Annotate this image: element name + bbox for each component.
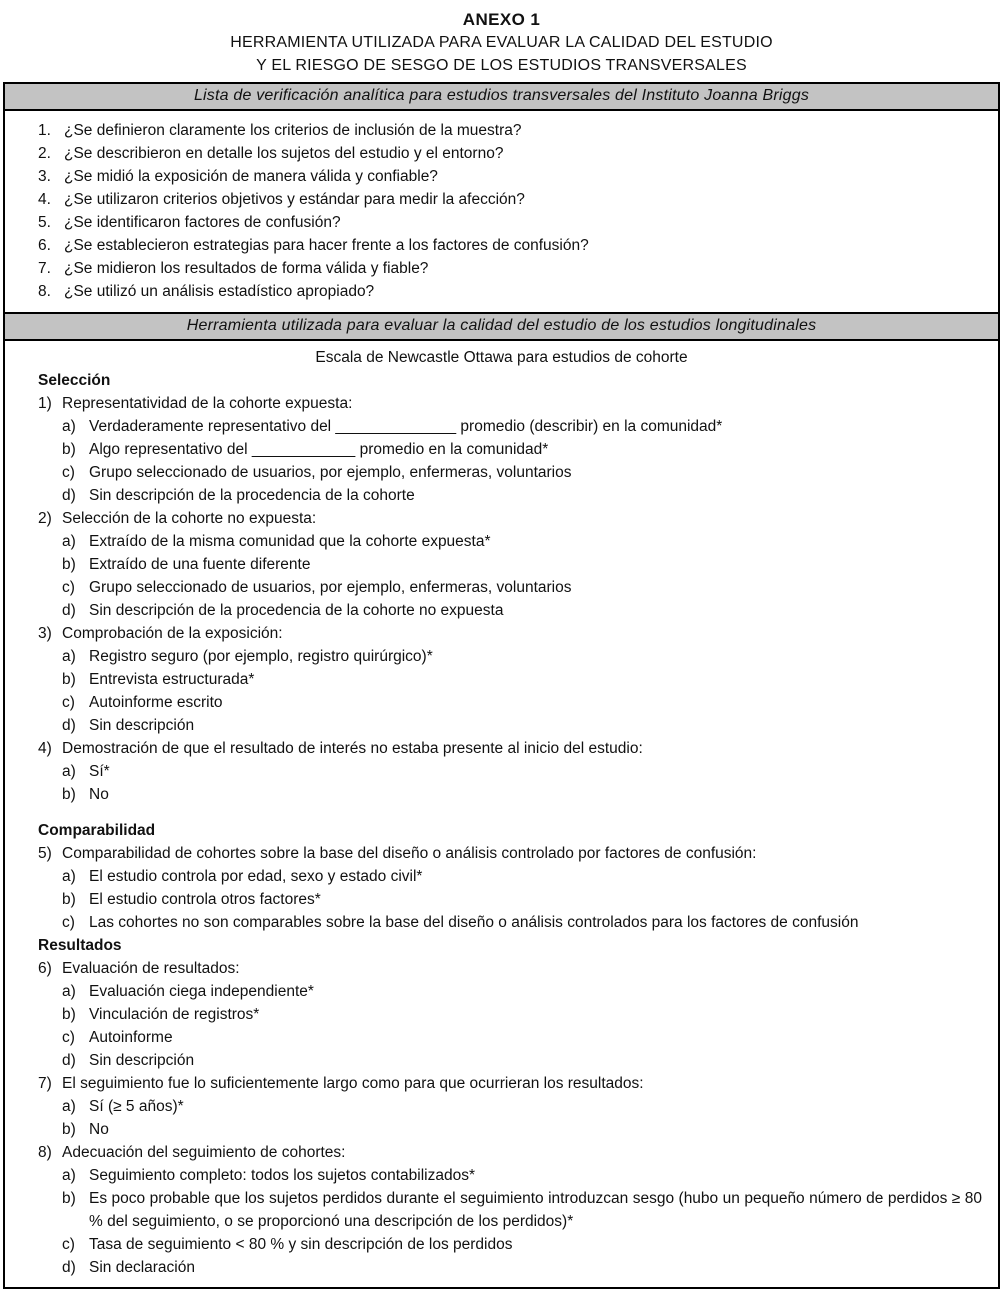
jbi-question-list: [5, 111, 998, 312]
option-text: Extraído de la misma comunidad que la cohorte expuesta*: [89, 533, 491, 550]
nos-item-row: [38, 507, 982, 530]
item-options: [62, 415, 982, 507]
option-letter: b): [62, 891, 76, 908]
item-options: [62, 980, 982, 1072]
option-row: [62, 599, 982, 622]
item-number: 6): [38, 960, 52, 977]
item-text: El seguimiento fue lo suficientemente largo como para que ocurrieran los resultados:: [62, 1075, 644, 1092]
option-letter: b): [62, 556, 76, 573]
item-number: 2): [38, 510, 52, 527]
jbi-section-header: Lista de verificación analítica para estudios transversales del Instituto Joanna Briggs: [5, 84, 998, 111]
option-letter: a): [62, 868, 76, 885]
option-row: [62, 783, 982, 806]
option-letter: a): [62, 533, 76, 550]
option-letter: b): [62, 671, 76, 688]
question-text: ¿Se establecieron estrategias para hacer frente a los factores de confusión?: [64, 237, 589, 254]
item-options: [62, 760, 982, 806]
question-text: ¿Se midieron los resultados de forma válida y fiable?: [64, 260, 429, 277]
option-letter: a): [62, 763, 76, 780]
option-row: [62, 691, 982, 714]
option-letter: d): [62, 1259, 76, 1276]
option-letter: a): [62, 418, 76, 435]
option-text: No: [89, 786, 109, 803]
option-text: Sin declaración: [89, 1259, 195, 1276]
question-number: 6.: [38, 237, 51, 254]
nos-scale-title: Escala de Newcastle Ottawa para estudios de cohorte: [315, 349, 688, 366]
option-text: Sin descripción: [89, 717, 195, 734]
item-number: 8): [38, 1144, 52, 1161]
nos-item: [38, 622, 982, 737]
newcastle-ottawa-body: [5, 341, 998, 1287]
nos-item: [38, 1072, 982, 1141]
option-text: Es poco probable que los sujetos perdidos durante el seguimiento introduzcan sesgo (hubo un pequeño número de perdidos ≥ 80 % del seguimiento, o se proporcionó una descripción de los perdidos)*: [89, 1190, 982, 1230]
option-letter: a): [62, 648, 76, 665]
option-row: [62, 668, 982, 691]
option-row: [62, 1026, 982, 1049]
question-row: [38, 119, 984, 142]
item-options: [62, 1095, 982, 1141]
option-letter: a): [62, 1098, 76, 1115]
item-options: [62, 645, 982, 737]
nos-item-row: [38, 392, 982, 415]
option-row: [62, 553, 982, 576]
item-options: [62, 1164, 982, 1279]
option-row: [62, 461, 982, 484]
item-number: 1): [38, 395, 52, 412]
option-text: No: [89, 1121, 109, 1138]
option-text: Algo representativo del ____________ promedio en la comunidad*: [89, 441, 549, 458]
nos-item-row: [38, 622, 982, 645]
option-text: Extraído de una fuente diferente: [89, 556, 311, 573]
question-text: ¿Se utilizaron criterios objetivos y estándar para medir la afección?: [64, 191, 525, 208]
option-letter: b): [62, 1190, 76, 1207]
option-letter: c): [62, 464, 75, 481]
question-number: 4.: [38, 191, 51, 208]
nos-item: [38, 1141, 982, 1279]
item-number: 7): [38, 1075, 52, 1092]
option-letter: b): [62, 441, 76, 458]
question-number: 1.: [38, 122, 51, 139]
question-text: ¿Se midió la exposición de manera válida y confiable?: [64, 168, 438, 185]
question-text: ¿Se utilizó un análisis estadístico apropiado?: [64, 283, 375, 300]
option-row: [62, 1233, 982, 1256]
option-letter: c): [62, 1029, 75, 1046]
option-letter: c): [62, 1236, 75, 1253]
option-letter: b): [62, 1006, 76, 1023]
option-text: Tasa de seguimiento < 80 % y sin descripción de los perdidos: [89, 1236, 513, 1253]
item-text: Evaluación de resultados:: [62, 960, 240, 977]
option-row: [62, 438, 982, 461]
option-text: Grupo seleccionado de usuarios, por ejemplo, enfermeras, voluntarios: [89, 579, 572, 596]
option-row: [62, 530, 982, 553]
question-row: [38, 165, 984, 188]
question-row: [38, 280, 984, 303]
group-heading: Resultados: [38, 937, 122, 954]
option-row: [62, 760, 982, 783]
question-row: [38, 211, 984, 234]
option-text: Registro seguro (por ejemplo, registro quirúrgico)*: [89, 648, 433, 665]
option-text: Sí (≥ 5 años)*: [89, 1098, 184, 1115]
option-letter: b): [62, 786, 76, 803]
nos-groups: [38, 369, 982, 1279]
question-number: 5.: [38, 214, 51, 231]
option-row: [62, 888, 982, 911]
nos-section-header: Herramienta utilizada para evaluar la calidad del estudio de los estudios longitudinales: [5, 312, 998, 341]
item-text: Comparabilidad de cohortes sobre la base del diseño o análisis controlado por factores de confusión:: [62, 845, 757, 862]
option-text: Autoinforme: [89, 1029, 173, 1046]
option-row: [62, 1118, 982, 1141]
option-text: Entrevista estructurada*: [89, 671, 255, 688]
option-text: Sin descripción de la procedencia de la cohorte no expuesta: [89, 602, 504, 619]
nos-item: [38, 507, 982, 622]
option-text: Sí*: [89, 763, 110, 780]
question-text: ¿Se definieron claramente los criterios de inclusión de la muestra?: [64, 122, 522, 139]
nos-item: [38, 737, 982, 806]
nos-group: [38, 819, 982, 934]
option-row: [62, 415, 982, 438]
option-text: Seguimiento completo: todos los sujetos contabilizados*: [89, 1167, 476, 1184]
option-letter: b): [62, 1121, 76, 1138]
nos-item-row: [38, 1141, 982, 1164]
item-text: Representatividad de la cohorte expuesta:: [62, 395, 353, 412]
option-letter: d): [62, 717, 76, 734]
option-letter: c): [62, 694, 75, 711]
option-text: Vinculación de registros*: [89, 1006, 260, 1023]
option-text: Grupo seleccionado de usuarios, por ejemplo, enfermeras, voluntarios: [89, 464, 572, 481]
item-options: [62, 530, 982, 622]
option-row: [62, 1164, 982, 1187]
nos-item: [38, 392, 982, 507]
nos-group: [38, 369, 982, 806]
document-title-block: [2, 8, 1001, 77]
option-letter: d): [62, 602, 76, 619]
question-number: 7.: [38, 260, 51, 277]
option-row: [62, 484, 982, 507]
option-row: [62, 645, 982, 668]
option-row: [62, 911, 982, 934]
checklist-table: [3, 82, 1000, 1289]
option-text: Verdaderamente representativo del ______________ promedio (describir) en la comunidad*: [89, 418, 723, 435]
question-number: 3.: [38, 168, 51, 185]
option-row: [62, 714, 982, 737]
nos-group: [38, 934, 982, 1279]
item-text: Adecuación del seguimiento de cohortes:: [62, 1144, 346, 1161]
nos-item: [38, 842, 982, 934]
option-text: Las cohortes no son comparables sobre la base del diseño o análisis controlados para los factores de confusión: [89, 914, 859, 931]
nos-item-row: [38, 1072, 982, 1095]
question-number: 8.: [38, 283, 51, 300]
question-text: ¿Se describieron en detalle los sujetos del estudio y el entorno?: [64, 145, 504, 162]
item-number: 3): [38, 625, 52, 642]
option-row: [62, 576, 982, 599]
option-text: El estudio controla por edad, sexo y estado civil*: [89, 868, 423, 885]
option-letter: a): [62, 983, 76, 1000]
option-letter: d): [62, 1052, 76, 1069]
item-text: Demostración de que el resultado de interés no estaba presente al inicio del estudio:: [62, 740, 643, 757]
option-letter: c): [62, 914, 75, 931]
option-text: Sin descripción de la procedencia de la cohorte: [89, 487, 415, 504]
nos-item: [38, 957, 982, 1072]
nos-item-row: [38, 957, 982, 980]
item-number: 5): [38, 845, 52, 862]
option-row: [62, 1187, 982, 1233]
title-line-3: Y EL RIESGO DE SESGO DE LOS ESTUDIOS TRANSVERSALES: [256, 57, 747, 74]
option-letter: d): [62, 487, 76, 504]
item-options: [62, 865, 982, 934]
option-text: El estudio controla otros factores*: [89, 891, 321, 908]
nos-item-row: [38, 842, 982, 865]
group-heading: Selección: [38, 372, 111, 389]
item-number: 4): [38, 740, 52, 757]
item-text: Selección de la cohorte no expuesta:: [62, 510, 317, 527]
option-row: [62, 1095, 982, 1118]
option-text: Sin descripción: [89, 1052, 195, 1069]
option-text: Evaluación ciega independiente*: [89, 983, 314, 1000]
nos-item-row: [38, 737, 982, 760]
option-letter: c): [62, 579, 75, 596]
question-row: [38, 234, 984, 257]
annex-title: ANEXO 1: [462, 10, 541, 29]
option-text: Autoinforme escrito: [89, 694, 223, 711]
option-row: [62, 1049, 982, 1072]
question-row: [38, 142, 984, 165]
title-line-2: HERRAMIENTA UTILIZADA PARA EVALUAR LA CALIDAD DEL ESTUDIO: [230, 34, 773, 51]
option-row: [62, 1256, 982, 1279]
item-text: Comprobación de la exposición:: [62, 625, 283, 642]
option-row: [62, 865, 982, 888]
group-heading: Comparabilidad: [38, 822, 156, 839]
option-row: [62, 980, 982, 1003]
question-row: [38, 188, 984, 211]
option-row: [62, 1003, 982, 1026]
question-number: 2.: [38, 145, 51, 162]
question-row: [38, 257, 984, 280]
question-text: ¿Se identificaron factores de confusión?: [64, 214, 341, 231]
option-letter: a): [62, 1167, 76, 1184]
